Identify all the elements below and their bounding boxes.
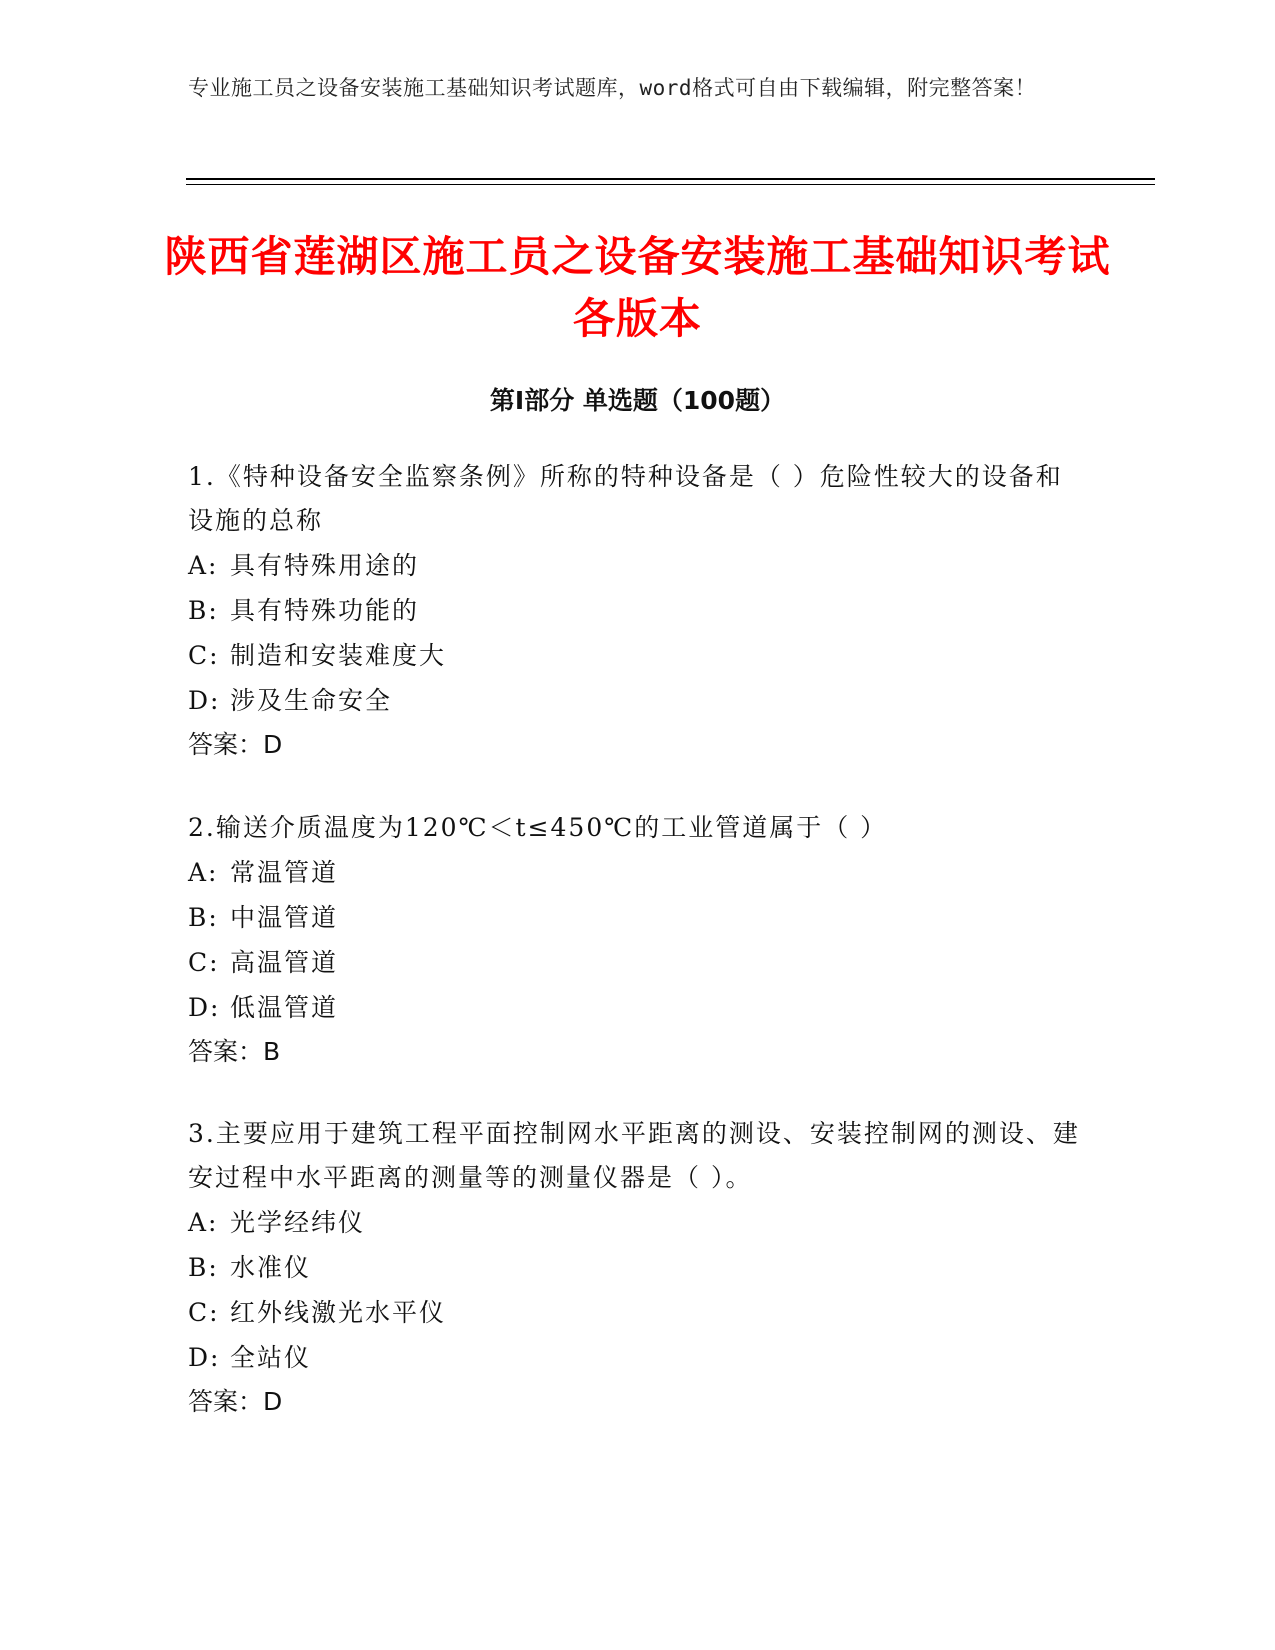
option-a bbox=[188, 543, 1088, 588]
option-text: 光学经纬仪 bbox=[230, 1208, 366, 1237]
option-c bbox=[188, 1290, 1088, 1335]
option-key: A: bbox=[188, 858, 219, 887]
option-text: 全站仪 bbox=[230, 1343, 312, 1372]
option-d bbox=[188, 985, 1088, 1030]
question-stem: 3.主要应用于建筑工程平面控制网水平距离的测设、安装控制网的测设、建安过程中水平距离的测量等的测量仪器是（ ）。 bbox=[188, 1119, 1080, 1192]
option-text: 常温管道 bbox=[230, 858, 339, 887]
option-b bbox=[188, 1245, 1088, 1290]
option-key: B: bbox=[188, 903, 219, 932]
option-text: 水准仪 bbox=[230, 1253, 312, 1282]
section-title: 第Ⅰ部分 单选题（100题） bbox=[489, 386, 786, 415]
option-key: A: bbox=[188, 1208, 219, 1237]
option-key: D: bbox=[188, 993, 221, 1022]
document-title: 陕西省莲湖区施工员之设备安装施工基础知识考试各版本 bbox=[164, 232, 1111, 343]
option-text: 涉及生命安全 bbox=[230, 686, 393, 715]
option-key: B: bbox=[188, 1253, 219, 1282]
question-2 bbox=[188, 806, 1088, 1074]
option-text: 红外线激光水平仪 bbox=[230, 1298, 447, 1327]
option-c bbox=[188, 940, 1088, 985]
answer: 答案：B bbox=[188, 1037, 281, 1066]
option-key: C: bbox=[188, 641, 220, 670]
option-text: 具有特殊用途的 bbox=[230, 551, 420, 580]
question-stem: 2.输送介质温度为120℃＜t≤450℃的工业管道属于（ ） bbox=[188, 813, 888, 842]
option-a bbox=[188, 850, 1088, 895]
option-text: 中温管道 bbox=[230, 903, 339, 932]
option-text: 高温管道 bbox=[230, 948, 339, 977]
question-1 bbox=[188, 455, 1088, 767]
option-b bbox=[188, 895, 1088, 940]
header-divider-thick bbox=[186, 178, 1155, 180]
option-b bbox=[188, 588, 1088, 633]
question-stem: 1.《特种设备安全监察条例》所称的特种设备是（ ）危险性较大的设备和设施的总称 bbox=[188, 462, 1063, 535]
option-key: A: bbox=[188, 551, 219, 580]
header-note: 专业施工员之设备安装施工基础知识考试题库，word格式可自由下载编辑，附完整答案！ bbox=[188, 76, 1037, 100]
option-d bbox=[188, 678, 1088, 723]
option-text: 制造和安装难度大 bbox=[230, 641, 447, 670]
option-key: C: bbox=[188, 1298, 220, 1327]
option-c bbox=[188, 633, 1088, 678]
option-key: D: bbox=[188, 686, 221, 715]
option-key: C: bbox=[188, 948, 220, 977]
header-divider-thin bbox=[186, 184, 1155, 185]
answer: 答案：D bbox=[188, 730, 283, 759]
option-text: 具有特殊功能的 bbox=[230, 596, 420, 625]
option-key: B: bbox=[188, 596, 219, 625]
option-text: 低温管道 bbox=[230, 993, 339, 1022]
option-a bbox=[188, 1200, 1088, 1245]
option-d bbox=[188, 1335, 1088, 1380]
question-3 bbox=[188, 1112, 1088, 1424]
option-key: D: bbox=[188, 1343, 221, 1372]
answer: 答案：D bbox=[188, 1387, 283, 1416]
